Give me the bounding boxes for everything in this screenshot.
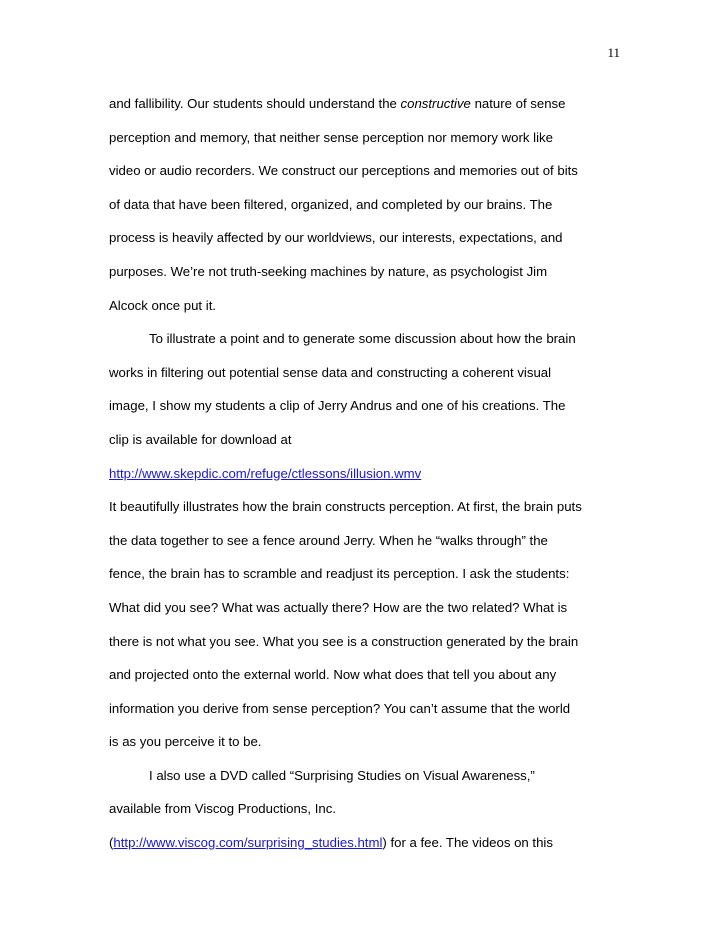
text-segment: and fallibility. Our students should understand the [109,96,401,111]
body-text [109,87,629,860]
page-number: 11 [607,45,620,60]
text-line: What did you see? What was actually there? How are the two related? What is [109,599,568,615]
text-line: It beautifully illustrates how the brain constructs perception. At first, the brain puts [109,499,582,515]
text-segment: ( [109,835,114,851]
text-line: clip is available for download at [109,431,292,447]
text-line: the data together to see a fence around Jerry. When he “walks through” the [109,532,548,548]
illusion-video-link[interactable]: http://www.skepdic.com/refuge/ctlessons/illusion.wmv [109,465,422,481]
text-line: available from Viscog Productions, Inc. [109,801,336,817]
text-line: is as you perceive it to be. [109,734,262,750]
text-line: Alcock once put it. [109,297,217,313]
text-line: information you derive from sense perception? You can’t assume that the world [109,700,571,716]
text-line-indented: I also use a DVD called “Surprising Studies on Visual Awareness,” [149,767,535,783]
text-line: works in filtering out potential sense data and constructing a coherent visual [109,364,552,380]
text-segment: nature of sense [470,96,566,111]
text-line: perception and memory, that neither sense perception nor memory work like [109,129,553,145]
text-line [109,826,629,860]
text-line: and projected onto the external world. Now what does that tell you about any [109,667,557,683]
text-line: of data that have been filtered, organized, and completed by our brains. The [109,196,553,212]
text-line-indented: To illustrate a point and to generate some discussion about how the brain [149,331,576,347]
text-line: purposes. We’re not truth-seeking machines by nature, as psychologist Jim [109,263,548,279]
text-line: process is heavily affected by our worldviews, our interests, expectations, and [109,230,563,246]
italic-word: constructive [400,96,471,111]
text-line: fence, the brain has to scramble and readjust its perception. I ask the students: [109,566,570,582]
text-segment: ) for a fee. The videos on this [382,835,553,851]
text-line: image, I show my students a clip of Jerry Andrus and one of his creations. The [109,398,566,414]
text-line: video or audio recorders. We construct our perceptions and memories out of bits [109,163,578,179]
text-line [109,87,629,121]
viscog-studies-link[interactable]: http://www.viscog.com/surprising_studies.html [113,835,383,851]
text-line: there is not what you see. What you see is a construction generated by the brain [109,633,579,649]
text-line [109,457,629,491]
